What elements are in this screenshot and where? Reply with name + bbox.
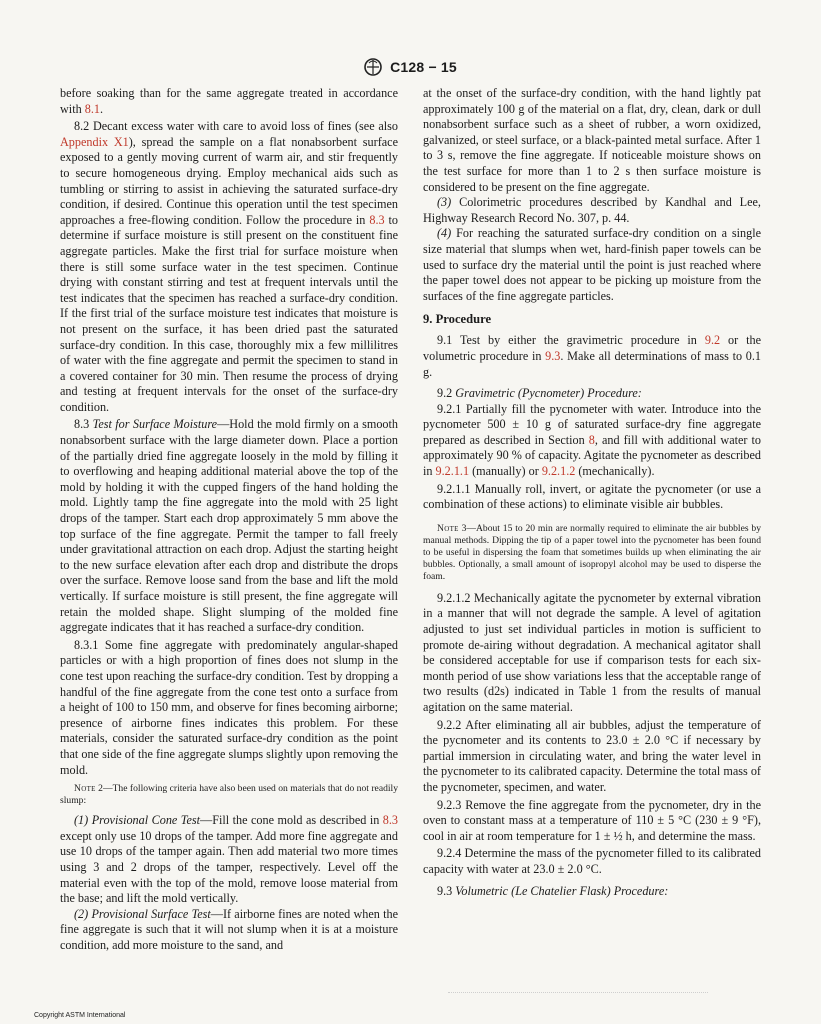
criterion-number: (1) bbox=[74, 813, 92, 828]
text: . Make all determinations of mass to 0.1 g. bbox=[423, 348, 761, 379]
section-9-2-2: 9.2.2 After eliminating all air bubbles, adjust the temperature of the pycnometer and its contents to 23.0 ± 2.0 °C if necessary by partial immersion in circulating water, and bring the water level in the pycnometer to its calibrated capacity. Determine the total mass of the pycnometer, specimen, and water. bbox=[423, 717, 761, 794]
paragraph-continuation bbox=[60, 86, 398, 117]
section-9-2-1 bbox=[423, 402, 761, 480]
section-title: Test for Surface Moisture bbox=[92, 417, 218, 432]
criterion-title: Provisional Surface Test bbox=[91, 906, 211, 921]
right-column bbox=[423, 86, 761, 899]
section-8-2 bbox=[60, 119, 398, 415]
section-link[interactable]: 9.2 bbox=[704, 333, 721, 348]
note-3 bbox=[423, 523, 761, 583]
section-9-1 bbox=[423, 333, 761, 380]
section-8-3 bbox=[60, 417, 398, 635]
text: —Fill the cone mold as described in bbox=[200, 813, 383, 828]
text: —If airborne fines are noted when the fine aggregate is such that it will not slump when it is at a moisture condition, add more moisture to the sand, and bbox=[60, 906, 398, 952]
section-link[interactable]: 8.3 bbox=[382, 813, 399, 828]
section-8-3-1: 8.3.1 Some fine aggregate with predominately angular-shaped particles or with a high proportion of fines does not slump in the cone test upon reaching the surface-dry condition. Test by dropping a handful of the fine aggregate from the cone test onto a surface from a height of 100 to 150 mm, and observe for fines becoming airborne; presence of airborne fines indicates this problem. For these materials, consider the saturated surface-dry condition as the point that one side of the fine aggregate slumps slightly upon removing the mold. bbox=[60, 637, 398, 777]
section-number: 9.2 bbox=[437, 386, 456, 401]
text: (mechanically). bbox=[575, 464, 655, 479]
section-title: Gravimetric (Pycnometer) Procedure: bbox=[455, 386, 642, 401]
faded-line bbox=[448, 992, 708, 994]
criterion-number: (2) bbox=[74, 906, 92, 921]
section-link[interactable]: 9.2.1.2 bbox=[541, 464, 576, 479]
criterion-title: Provisional Cone Test bbox=[91, 813, 201, 828]
section-9-2 bbox=[423, 386, 761, 402]
text: 8.2 Decant excess water with care to avoid loss of fines (see also bbox=[74, 119, 398, 134]
text: (manually) or bbox=[469, 464, 542, 479]
section-number: 9.3 bbox=[437, 883, 456, 898]
left-column bbox=[60, 86, 398, 953]
section-heading-procedure: 9. Procedure bbox=[423, 312, 492, 327]
text: except only use 10 drops of the tamper. Add more fine aggregate and use 10 drops of the tamper again. Then add material two more times using 3 and 2 drops of the tamper, respectively. Level off the material even with the top of the mold, remove loose material from the base; and lift the mold vertically. bbox=[60, 828, 398, 906]
section-9-2-1-2: 9.2.1.2 Mechanically agitate the pycnometer by external vibration in a manner that will not degrade the sample. A level of agitation adjusted to just set individual particles in motion is sufficient to promote de-airing without degradation. A mechanical agitator shall be considered acceptable for use if comparison tests for each six-month period of use show variations less that the acceptable range of two results (d2s) indicated in Table 1 from the results of manual agitation on the same material. bbox=[423, 590, 761, 714]
note-label: Note bbox=[437, 522, 459, 534]
page-header bbox=[0, 57, 821, 79]
section-link[interactable]: 9.2.1.1 bbox=[435, 464, 470, 479]
section-link[interactable]: 8.3 bbox=[369, 212, 385, 227]
paragraph-continuation: at the onset of the surface-dry condition, with the hand lightly pat approximately 100 g of the material on a flat, dry, clean, dark or dull nonabsorbent surface such as a sheet of rubber, a worn oxidized, galvanized, or steel surface, or a black-painted metal surface. After 1 to 3 s, remove the fine aggregate. If noticeable moisture shows on the test surface for more than 1 to 2 s then surface moisture is considered to be present on the fine aggregate. bbox=[423, 86, 761, 194]
text: ), spread the sample on a flat nonabsorbent surface exposed to a gently moving current of warm air, and stir frequently to secure homogeneous drying. Employ mechanical aids such as tumbling or stirring to assist in achieving the saturated surface-dry condition, if desired. Continue this operation until the test specimen approaches a free-flowing condition. Follow the procedure in bbox=[60, 134, 398, 227]
section-9-2-4: 9.2.4 Determine the mass of the pycnometer filled to its calibrated capacity with water at 23.0 ± 2.0 °C. bbox=[423, 846, 761, 876]
text: or the volumetric procedure in bbox=[423, 333, 761, 363]
criterion-number: (3) bbox=[437, 195, 460, 210]
section-9-3 bbox=[423, 884, 761, 900]
section-title: Volumetric (Le Chatelier Flask) Procedure: bbox=[455, 883, 669, 898]
text: before soaking than for the same aggregate treated in accordance with bbox=[60, 86, 398, 116]
text: 9.2.1 Partially fill the pycnometer with water. Introduce into the pycnometer 500 ± 10 g of saturated surface-dry fine aggregate prepared as described in Section bbox=[423, 401, 761, 447]
text: 9.1 Test by either the gravimetric procedure in bbox=[437, 333, 705, 348]
section-number: 8.3 bbox=[74, 417, 93, 432]
text: 3—About 15 to 20 min are normally required to eliminate the air bubbles by manual methods. Dipping the tip of a paper towel into the pycnometer has been found to be useful in dispersing the foam that sometimes builds up when eliminating the air bubbles. Optionally, a small amount of isopropyl alcohol may be used to disperse the foam. bbox=[423, 522, 761, 582]
section-9-2-1-1: 9.2.1.1 Manually roll, invert, or agitate the pycnometer (or use a combination of these actions) to eliminate visible air bubbles. bbox=[423, 481, 761, 512]
criterion-2 bbox=[60, 907, 398, 954]
criterion-3 bbox=[423, 195, 761, 226]
section-link[interactable]: 8 bbox=[588, 432, 595, 447]
text: 2—The following criteria have also been used on materials that do not readily slump: bbox=[60, 783, 398, 807]
footer-copyright: Copyright ASTM International bbox=[34, 1012, 126, 1019]
text: , and fill with additional water to approximately 90 % of capacity. Agitate the pycnometer as described in bbox=[423, 432, 762, 479]
appendix-link[interactable]: Appendix X1 bbox=[60, 134, 129, 149]
text: For reaching the saturated surface-dry condition on a single size material that slumps when wet, hard-finish paper towels can be used to surface dry the material until the point is just reached where the paper towel does not appear to be picking up moisture from the surfaces of the fine aggregate particles. bbox=[423, 226, 761, 303]
standard-designation: C128 − 15 bbox=[390, 59, 457, 75]
note-label: Note bbox=[74, 783, 96, 795]
text: —Hold the mold firmly on a smooth nonabsorbent surface with the large diameter down. Place a portion of the partially dried fine aggregate loosely in the mold by filling it to overflowing and heaping additional material above the top of the mold by holding it with the cupped fingers of the hand holding the mold. Lightly tamp the fine aggregate into the mold with 25 light drops of the tamper. Start each drop approximately 5 mm above the top surface of the fine aggregate. Permit the tamper to fall freely under gravitational attraction on each drop. Adjust the starting height to the new surface elevation after each drop and distribute the drops over the surface. Remove loose sand from the base and lift the mold vertically. If surface moisture is still present, the fine aggregate will retain the molded shape. Slight slumping of the molded fine aggregate indicates that it has reached a surface-dry condition. bbox=[60, 417, 399, 635]
criterion-4 bbox=[423, 226, 761, 304]
criterion-1 bbox=[60, 813, 398, 907]
section-link[interactable]: 8.1 bbox=[84, 101, 100, 116]
section-link[interactable]: 9.3 bbox=[545, 348, 561, 363]
criterion-number: (4) bbox=[437, 226, 457, 241]
text: Colorimetric procedures described by Kandhal and Lee, Highway Research Record No. 307, p. 44. bbox=[423, 195, 761, 225]
astm-logo-icon bbox=[364, 57, 382, 77]
text: . bbox=[99, 101, 103, 116]
section-9-2-3: 9.2.3 Remove the fine aggregate from the pycnometer, dry in the oven to constant mass at a temperature of 110 ± 5 °C (230 ± 9 °F), cool in air at room temperature for 1 ± ½ h, and determine the mass. bbox=[423, 797, 761, 843]
note-2 bbox=[60, 783, 398, 807]
text: to determine if surface moisture is still present on the constituent fine aggregate particles. Make the first trial for surface moisture when there is still some surface water in the test specimen. Continue drying with constant stirring and test at frequent intervals until the test indicates that the specimen has reached a surface-dry condition. If the first trial of the surface moisture test indicates that moisture is not present on the surface, it has been dried past the saturated surface-dry condition. In this case, thoroughly mix a few millilitres of water with the fine aggregate and permit the specimen to stand in a covered container for 30 min. Then resume the process of drying and testing at frequent intervals for the onset of the surface-dry condition. bbox=[60, 212, 398, 414]
